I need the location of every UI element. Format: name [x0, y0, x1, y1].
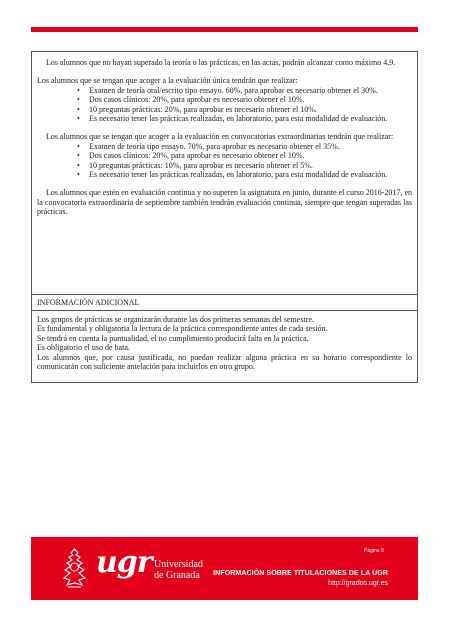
ugr-wordmark: ugr: [96, 545, 152, 580]
list-item: [77, 104, 412, 114]
bullet-icon: •: [77, 151, 80, 161]
list-item: [77, 160, 412, 170]
info-line: Los grupos de prácticas se organizarán durante las dos primeras semanas del semestre.: [37, 315, 314, 324]
university-crest-icon: [58, 547, 91, 591]
continua-paragraph: Los alumnos que estén en evaluación continua y no superen la asignatura en junio, durante el curso 2016-2017, en la convocatoria extraordinaria de septiembre también tendrán evaluación continua, siempre que tengan superadas las prácticas.: [37, 188, 412, 217]
unica-list: [37, 86, 412, 124]
bullet-icon: •: [77, 95, 80, 105]
list-item: [77, 114, 412, 124]
info-heading-row: [32, 295, 417, 311]
bullet-icon: •: [77, 170, 80, 180]
top-accent-bar: [31, 27, 418, 32]
evaluation-box: [31, 51, 418, 383]
bullet-icon: •: [77, 114, 80, 124]
list-item-text: Examen de teoría oral/escrito tipo ensayo. 60%, para aprobar es necesario obtener el 30%.: [89, 85, 378, 95]
list-item-text: Examen de teoría tipo ensayo. 70%, para aprobar es necesario obtener el 35%.: [89, 141, 340, 151]
list-item: [77, 170, 412, 180]
bullet-icon: •: [77, 85, 80, 95]
list-item: [77, 85, 412, 95]
list-item: [77, 151, 412, 161]
unica-heading: Los alumnos que se tengan que acoger a la evaluación única tendrán que realizar:: [37, 76, 298, 86]
info-heading: INFORMACIÓN ADICIONAL: [37, 298, 140, 307]
university-name-line2: de Granada: [154, 570, 200, 581]
intro-paragraph: Los alumnos que no hayan superado la teoría o las prácticas, en las actas, podrán alcanzar como máximo 4,9.: [46, 58, 396, 67]
list-item: [77, 95, 412, 105]
university-name-line1: Universidad: [154, 559, 203, 570]
extra-list: [37, 142, 412, 180]
footer-info-title: INFORMACIÓN SOBRE TITULACIONES DE LA UGR: [213, 570, 388, 577]
list-item-text: Es necesario tener las prácticas realizadas, en laboratorio, para esta modalidad de evaluación.: [89, 170, 388, 180]
page-footer: [31, 537, 418, 600]
list-item-text: Dos casos clínicos: 20%, para aprobar es necesario obtener el 10%.: [89, 151, 305, 161]
info-line: Se tendrá en cuenta la puntualidad, el no cumplimiento producirá falta en la práctica.: [37, 333, 309, 343]
list-item-text: 10 preguntas prácticas: 10%, para aprobar es necesario obtener el 5%.: [89, 160, 313, 170]
bullet-icon: •: [77, 141, 80, 151]
page-number: Página 9: [364, 548, 384, 554]
list-item-text: 10 preguntas prácticas: 20%, para aprobar es necesario obtener el 10%.: [89, 104, 317, 114]
info-line: Los alumnos que, por causa justificada, no puedan realizar alguna práctica en su horario correspondiente lo comunicarán con suficiente antelación para incluirlos en otro grupo.: [37, 352, 412, 372]
list-item-text: Es necesario tener las prácticas realizadas, en laboratorio, para esta modalidad de evaluación.: [89, 114, 388, 124]
info-line: Es fundamental y obligatoria la lectura de la práctica correspondiente antes de cada sesión.: [37, 324, 328, 334]
evaluation-section: [32, 52, 417, 295]
bullet-icon: •: [77, 104, 80, 114]
info-body: [32, 311, 417, 371]
extra-heading: Los alumnos que se tengan que acoger a la evaluación en convocatorias extraordinarias tendrán que realizar:: [46, 132, 394, 142]
list-item: [77, 141, 412, 151]
footer-url-link[interactable]: http://grados.ugr.es: [328, 580, 388, 587]
list-item-text: Dos casos clínicos: 20%, para aprobar es necesario obtener el 10%.: [89, 95, 305, 105]
info-line: Es obligatorio el uso de bata.: [37, 343, 130, 353]
bullet-icon: •: [77, 160, 80, 170]
university-name: [154, 559, 203, 581]
